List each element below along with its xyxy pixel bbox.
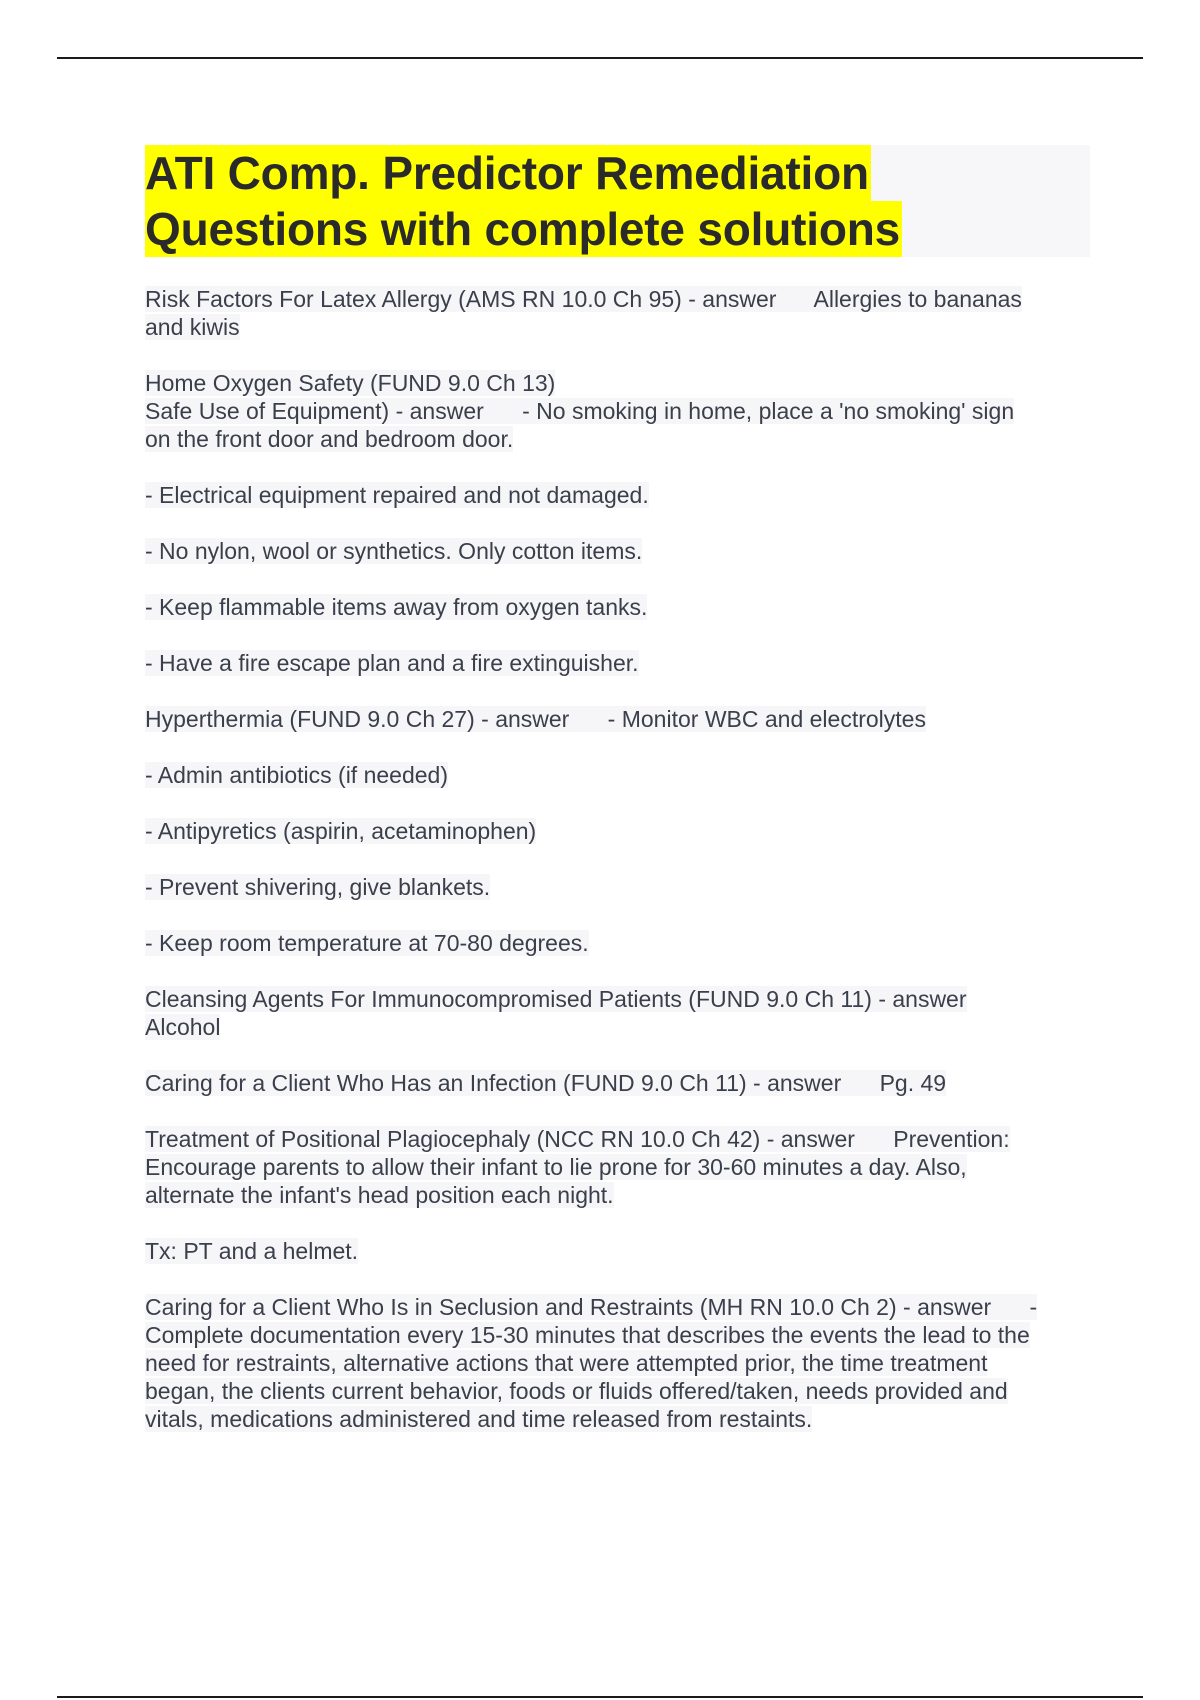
qa-entry [145,593,1090,621]
qa-entry [145,1069,1090,1097]
document-title [145,145,1090,257]
entry-text: Home Oxygen Safety (FUND 9.0 Ch 13) Safe Use of Equipment) - answer - No smoking in home, place a 'no smoking' sign on the front door and bedroom door. [145,370,1015,452]
entry-text: Caring for a Client Who Is in Seclusion and Restraints (MH RN 10.0 Ch 2) - answer - Complete documentation every 15-30 minutes that describes the events the lead to the need for restraints, alternative actions that were attempted prior, the time treatment began, the clients current behavior, foods or fluids offered/taken, needs provided and vitals, medications administered and time released from restaints. [145,1294,1038,1432]
entry-text: - Electrical equipment repaired and not damaged. [145,482,649,508]
document-body [145,145,1090,1461]
entry-text: Risk Factors For Latex Allergy (AMS RN 10.0 Ch 95) - answer Allergies to bananas and kiwis [145,286,1022,340]
entry-text: Hyperthermia (FUND 9.0 Ch 27) - answer - Monitor WBC and electrolytes [145,706,926,732]
entry-text: Caring for a Client Who Has an Infection (FUND 9.0 Ch 11) - answer Pg. 49 [145,1070,947,1096]
qa-entry [145,761,1090,789]
title-line-2: Questions with complete solutions [145,203,901,255]
entry-text: - Have a fire escape plan and a fire extinguisher. [145,650,639,676]
entry-text: - Prevent shivering, give blankets. [145,874,491,900]
bottom-rule [57,1696,1143,1698]
qa-entry [145,369,1090,453]
qa-entry [145,985,1090,1041]
entry-text: - Antipyretics (aspirin, acetaminophen) [145,818,537,844]
entry-text: - Admin antibiotics (if needed) [145,762,448,788]
qa-entry [145,705,1090,733]
qa-entry [145,537,1090,565]
entry-text: Tx: PT and a helmet. [145,1238,359,1264]
entry-text: - Keep room temperature at 70-80 degrees. [145,930,589,956]
entry-text: - No nylon, wool or synthetics. Only cotton items. [145,538,643,564]
entry-text: - Keep flammable items away from oxygen tanks. [145,594,648,620]
qa-entry [145,817,1090,845]
qa-entry [145,285,1090,341]
qa-entry [145,1237,1090,1265]
qa-entry [145,481,1090,509]
qa-entry [145,873,1090,901]
qa-entry [145,649,1090,677]
qa-entry [145,1125,1090,1209]
top-rule [57,57,1143,59]
qa-entry [145,1293,1090,1433]
qa-entry [145,929,1090,957]
title-line-1: ATI Comp. Predictor Remediation [145,147,869,199]
entry-text: Cleansing Agents For Immunocompromised Patients (FUND 9.0 Ch 11) - answer Alcohol [145,986,967,1040]
entry-text: Treatment of Positional Plagiocephaly (NCC RN 10.0 Ch 42) - answer Prevention: Encourage parents to allow their infant to lie prone for 30-60 minutes a day. Also, alternate the infant's head position each night. [145,1126,1010,1208]
